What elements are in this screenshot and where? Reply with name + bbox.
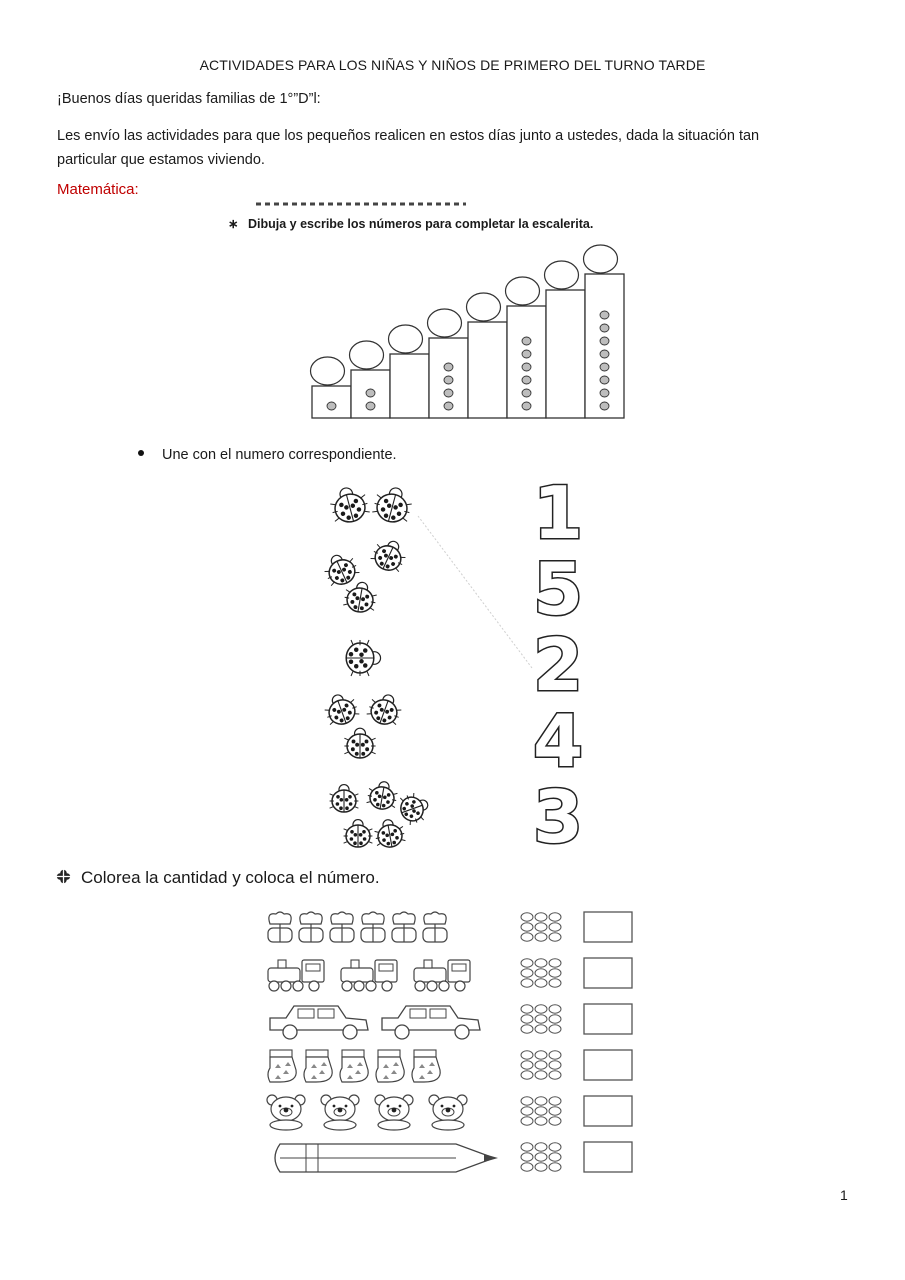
count-circle[interactable]: [549, 923, 561, 931]
flower-icon: [392, 912, 416, 942]
number-option-2: 2: [532, 623, 584, 707]
stair-dot: [600, 402, 609, 410]
count-circle[interactable]: [521, 1061, 533, 1069]
count-circle[interactable]: [535, 959, 547, 967]
stair-dot: [327, 402, 336, 410]
staircase-columns: [311, 245, 625, 418]
stair-dot: [444, 389, 453, 397]
stair-dot: [522, 389, 531, 397]
answer-circle[interactable]: [389, 325, 423, 353]
stair-dot: [444, 376, 453, 384]
stair-dot: [600, 324, 609, 332]
staircase-exercise: [226, 192, 676, 428]
flower-icon: [361, 912, 385, 942]
counting-exercise: [262, 906, 647, 1186]
count-circle[interactable]: [535, 1025, 547, 1033]
glove-icon: [376, 1050, 404, 1082]
bear-icon: [321, 1095, 359, 1130]
stair-dot: [366, 389, 375, 397]
page-number: 1: [840, 1187, 848, 1203]
flower-icon: [423, 912, 447, 942]
stair-column: [468, 322, 507, 418]
number-option-5: 5: [532, 547, 584, 631]
car-icon: [382, 1006, 480, 1039]
count-circle[interactable]: [521, 1071, 533, 1079]
answer-circle[interactable]: [506, 277, 540, 305]
answer-circle[interactable]: [350, 341, 384, 369]
stair-dot: [366, 402, 375, 410]
count-circle[interactable]: [521, 1143, 533, 1151]
count-circle[interactable]: [521, 1005, 533, 1013]
ladybug-icon: [321, 690, 361, 729]
counting-rows: [267, 912, 632, 1172]
train-icon: [268, 960, 324, 991]
glove-icon: [268, 1050, 296, 1082]
count-circle[interactable]: [535, 1163, 547, 1171]
answer-box[interactable]: [584, 1050, 632, 1080]
ladybug-icon: [346, 640, 380, 676]
count-circle[interactable]: [521, 1015, 533, 1023]
train-icon: [341, 960, 397, 991]
matching-instruction: Une con el numero correspondiente.: [162, 447, 397, 463]
counting-instruction-line: [56, 868, 380, 888]
count-circle[interactable]: [521, 1051, 533, 1059]
ladybug-icon: [343, 580, 379, 615]
answer-circle[interactable]: [467, 293, 501, 321]
count-circle[interactable]: [521, 1107, 533, 1115]
count-circle[interactable]: [521, 1025, 533, 1033]
answer-box[interactable]: [584, 1142, 632, 1172]
intro-paragraph: Les envío las actividades para que los pequeños realicen en estos días junto a ustedes, dada la situación tan particular que estamos viviendo.: [57, 128, 760, 168]
count-circle[interactable]: [521, 923, 533, 931]
ladybug-icon: [365, 690, 405, 729]
count-circle[interactable]: [521, 1097, 533, 1105]
count-circle[interactable]: [521, 1163, 533, 1171]
count-circle[interactable]: [549, 1015, 561, 1023]
answer-circle[interactable]: [584, 245, 618, 273]
ladybug-groups: [320, 483, 432, 849]
stair-dot: [522, 350, 531, 358]
count-circle[interactable]: [521, 913, 533, 921]
section-title-math: Matemática:: [57, 181, 139, 198]
stair-dot: [600, 311, 609, 319]
stair-dot: [522, 363, 531, 371]
glove-icon: [340, 1050, 368, 1082]
bullet-icon: [138, 450, 144, 456]
greeting: ¡Buenos días queridas familias de 1°”D”l:: [57, 91, 321, 107]
staircase-instruction: Dibuja y escribe los números para completar la escalerita.: [248, 217, 594, 231]
count-circle[interactable]: [535, 969, 547, 977]
stair-dot: [600, 337, 609, 345]
count-circle[interactable]: [535, 1097, 547, 1105]
bear-icon: [375, 1095, 413, 1130]
stair-dot: [600, 389, 609, 397]
flower-icon: [299, 912, 323, 942]
car-icon: [270, 1006, 368, 1039]
answer-circle[interactable]: [428, 309, 462, 337]
count-circle[interactable]: [549, 959, 561, 967]
answer-box[interactable]: [584, 1004, 632, 1034]
example-link-line: [418, 516, 532, 668]
count-circle[interactable]: [521, 969, 533, 977]
flower-icon: [330, 912, 354, 942]
count-circle[interactable]: [535, 1005, 547, 1013]
stair-column: [546, 290, 585, 418]
stair-dot: [522, 337, 531, 345]
matching-instruction-line: [138, 447, 397, 463]
count-circle[interactable]: [535, 1015, 547, 1023]
number-column: [533, 476, 583, 859]
stair-dot: [522, 402, 531, 410]
ladybug-icon: [320, 549, 361, 589]
ladybug-icon: [369, 535, 410, 575]
count-circle[interactable]: [535, 1143, 547, 1151]
ladybug-icon: [327, 483, 371, 525]
stair-dot: [600, 363, 609, 371]
count-circle[interactable]: [549, 1071, 561, 1079]
count-circle[interactable]: [549, 1163, 561, 1171]
count-circle[interactable]: [549, 979, 561, 987]
flower-icon: [268, 912, 292, 942]
stair-dot: [600, 350, 609, 358]
stair-dot: [522, 376, 531, 384]
count-circle[interactable]: [521, 933, 533, 941]
stair-dot: [444, 363, 453, 371]
count-circle[interactable]: [549, 1005, 561, 1013]
count-circle[interactable]: [549, 1153, 561, 1161]
train-icon: [414, 960, 470, 991]
count-circle[interactable]: [549, 913, 561, 921]
ladybug-icon: [366, 779, 399, 811]
count-circle[interactable]: [549, 1051, 561, 1059]
counting-instruction: Colorea la cantidad y coloca el número.: [81, 868, 380, 887]
answer-box[interactable]: [584, 1096, 632, 1126]
count-circle[interactable]: [535, 979, 547, 987]
count-circle[interactable]: [535, 923, 547, 931]
count-circle[interactable]: [549, 969, 561, 977]
count-circle[interactable]: [521, 959, 533, 967]
ladybug-icon: [397, 790, 433, 826]
number-option-1: 1: [532, 476, 584, 555]
count-circle[interactable]: [535, 1051, 547, 1059]
ladybug-icon: [371, 483, 415, 525]
bear-icon: [267, 1095, 305, 1130]
count-circle[interactable]: [521, 979, 533, 987]
number-option-4: 4: [532, 699, 584, 783]
count-circle[interactable]: [535, 913, 547, 921]
staircase-star-icon: ∗: [228, 217, 239, 231]
ladybug-icon: [344, 728, 375, 758]
count-circle[interactable]: [535, 1071, 547, 1079]
answer-circle[interactable]: [311, 357, 345, 385]
count-circle[interactable]: [549, 1143, 561, 1151]
pencil-icon: [275, 1144, 498, 1172]
glove-icon: [304, 1050, 332, 1082]
number-option-3: 3: [532, 775, 584, 859]
bear-icon: [429, 1095, 467, 1130]
ladybug-icon: [373, 817, 406, 849]
count-circle[interactable]: [549, 1107, 561, 1115]
count-circle[interactable]: [535, 1153, 547, 1161]
ladybug-icon: [344, 820, 373, 847]
ladybug-icon: [330, 785, 359, 812]
count-circle[interactable]: [535, 933, 547, 941]
matching-exercise: [320, 476, 590, 861]
count-circle[interactable]: [535, 1107, 547, 1115]
count-circle[interactable]: [535, 1117, 547, 1125]
stair-dot: [444, 402, 453, 410]
answer-box[interactable]: [584, 958, 632, 988]
answer-circle[interactable]: [545, 261, 579, 289]
answer-box[interactable]: [584, 912, 632, 942]
clover-bullet-icon: [56, 869, 71, 884]
glove-icon: [412, 1050, 440, 1082]
count-circle[interactable]: [549, 933, 561, 941]
count-circle[interactable]: [549, 1061, 561, 1069]
count-circle[interactable]: [549, 1117, 561, 1125]
count-circle[interactable]: [549, 1025, 561, 1033]
page-title: ACTIVIDADES PARA LOS NIÑAS Y NIÑOS DE PRIMERO DEL TURNO TARDE: [199, 57, 706, 73]
count-circle[interactable]: [521, 1117, 533, 1125]
count-circle[interactable]: [535, 1061, 547, 1069]
count-circle[interactable]: [521, 1153, 533, 1161]
count-circle[interactable]: [549, 1097, 561, 1105]
stair-column: [390, 354, 429, 418]
stair-dot: [600, 376, 609, 384]
stair-column: [507, 306, 546, 418]
